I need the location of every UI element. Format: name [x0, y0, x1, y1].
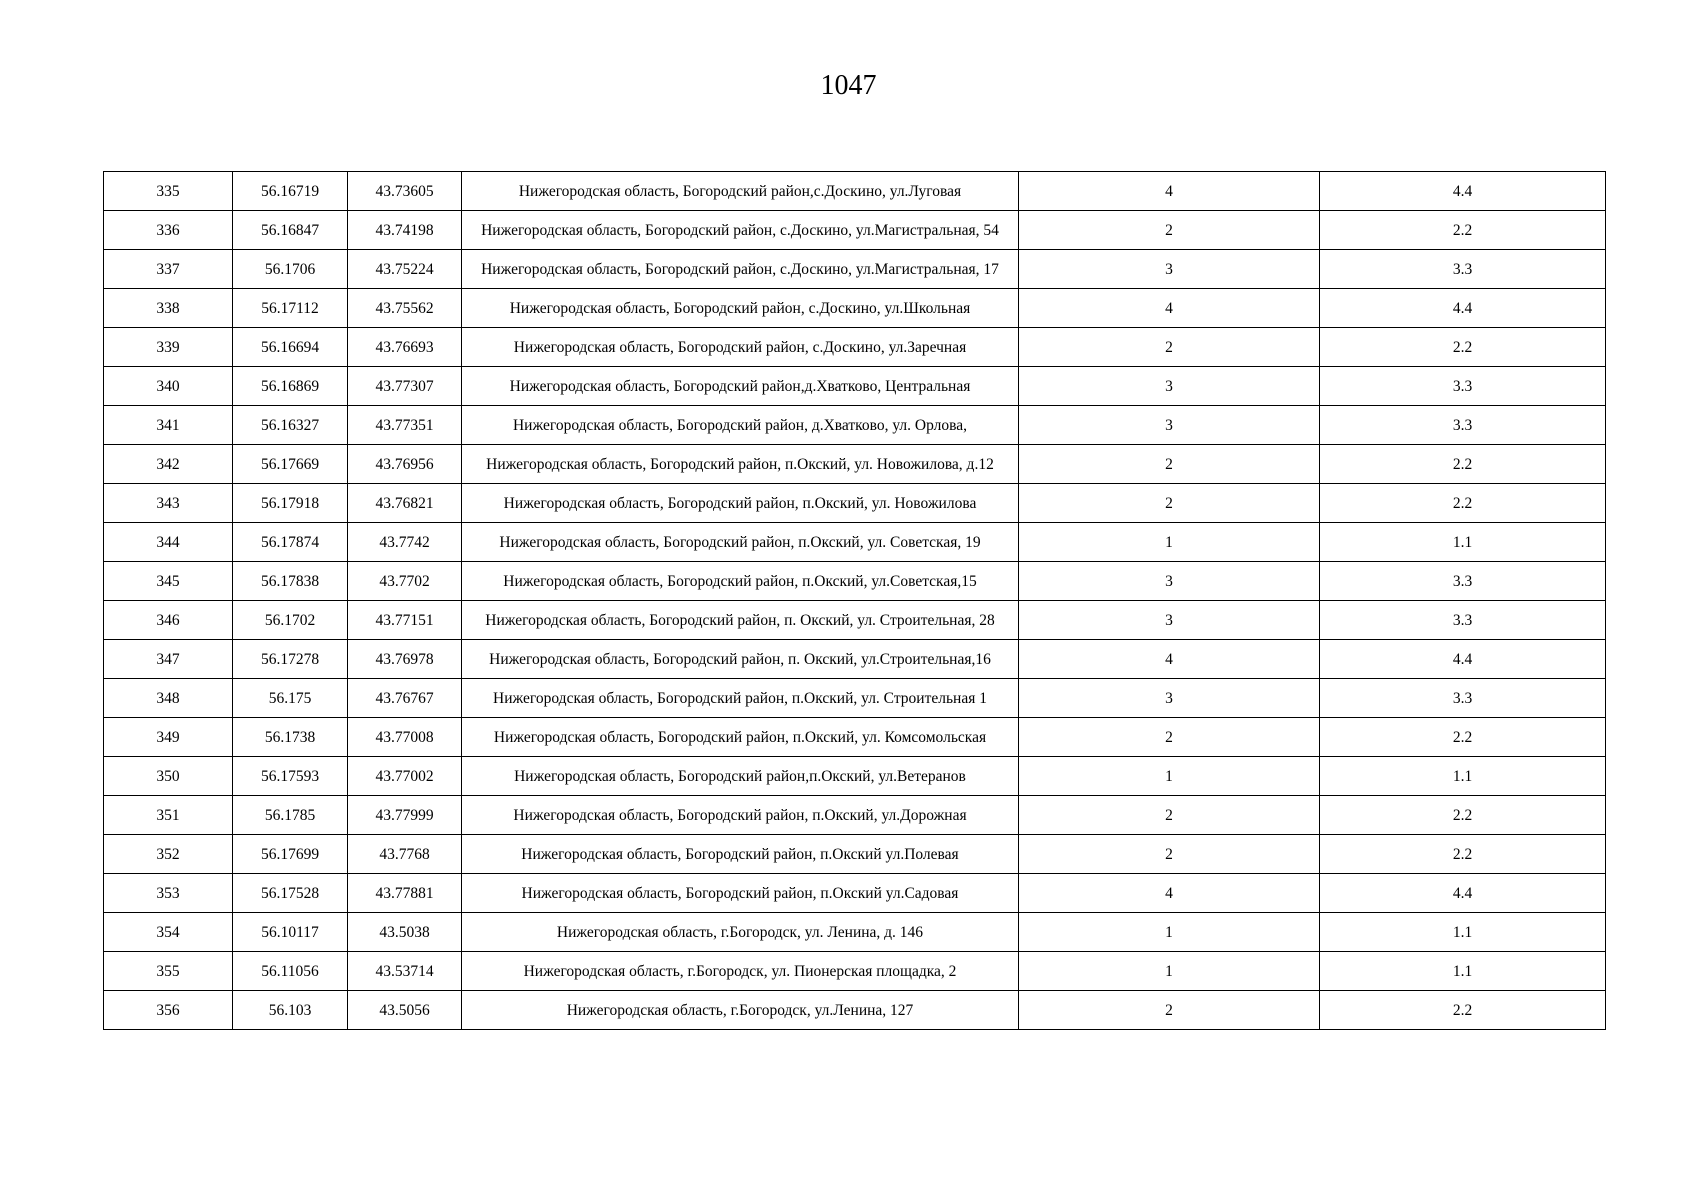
- value-cell: 4.4: [1320, 640, 1606, 679]
- address-cell: Нижегородская область, Богородский район, п.Окский, ул. Советская, 19: [462, 523, 1019, 562]
- longitude-cell: 43.53714: [348, 952, 462, 991]
- value-cell: 3.3: [1320, 406, 1606, 445]
- count-cell: 3: [1019, 601, 1320, 640]
- latitude-cell: 56.16694: [233, 328, 348, 367]
- data-table: [103, 171, 1606, 1030]
- count-cell: 2: [1019, 484, 1320, 523]
- latitude-cell: 56.17838: [233, 562, 348, 601]
- value-cell: 2.2: [1320, 484, 1606, 523]
- address-cell: Нижегородская область, Богородский район, п.Окский, ул. Комсомольская: [462, 718, 1019, 757]
- value-cell: 2.2: [1320, 328, 1606, 367]
- row-number-cell: 341: [104, 406, 233, 445]
- count-cell: 2: [1019, 718, 1320, 757]
- table-row: [104, 250, 1606, 289]
- latitude-cell: 56.17528: [233, 874, 348, 913]
- longitude-cell: 43.5038: [348, 913, 462, 952]
- table-body: [104, 172, 1606, 1030]
- row-number-cell: 346: [104, 601, 233, 640]
- longitude-cell: 43.73605: [348, 172, 462, 211]
- latitude-cell: 56.16327: [233, 406, 348, 445]
- count-cell: 4: [1019, 289, 1320, 328]
- value-cell: 2.2: [1320, 991, 1606, 1030]
- table-row: [104, 835, 1606, 874]
- count-cell: 4: [1019, 640, 1320, 679]
- address-cell: Нижегородская область, Богородский район, п.Окский ул.Полевая: [462, 835, 1019, 874]
- count-cell: 3: [1019, 562, 1320, 601]
- latitude-cell: 56.16719: [233, 172, 348, 211]
- address-cell: Нижегородская область, Богородский район, п.Окский ул.Садовая: [462, 874, 1019, 913]
- address-cell: Нижегородская область, Богородский район, с.Доскино, ул.Магистральная, 54: [462, 211, 1019, 250]
- table-row: [104, 328, 1606, 367]
- count-cell: 1: [1019, 952, 1320, 991]
- value-cell: 2.2: [1320, 718, 1606, 757]
- table-row: [104, 796, 1606, 835]
- row-number-cell: 349: [104, 718, 233, 757]
- address-cell: Нижегородская область, Богородский район, п. Окский, ул. Строительная, 28: [462, 601, 1019, 640]
- latitude-cell: 56.1706: [233, 250, 348, 289]
- address-cell: Нижегородская область, Богородский район,п.Окский, ул.Ветеранов: [462, 757, 1019, 796]
- count-cell: 1: [1019, 523, 1320, 562]
- address-cell: Нижегородская область, г.Богородск, ул. Ленина, д. 146: [462, 913, 1019, 952]
- value-cell: 1.1: [1320, 913, 1606, 952]
- longitude-cell: 43.74198: [348, 211, 462, 250]
- row-number-cell: 353: [104, 874, 233, 913]
- value-cell: 2.2: [1320, 796, 1606, 835]
- row-number-cell: 347: [104, 640, 233, 679]
- table-row: [104, 484, 1606, 523]
- value-cell: 2.2: [1320, 211, 1606, 250]
- address-cell: Нижегородская область, Богородский район, п.Окский, ул.Дорожная: [462, 796, 1019, 835]
- longitude-cell: 43.7702: [348, 562, 462, 601]
- row-number-cell: 342: [104, 445, 233, 484]
- value-cell: 4.4: [1320, 172, 1606, 211]
- value-cell: 2.2: [1320, 445, 1606, 484]
- address-cell: Нижегородская область, Богородский район, п.Окский, ул. Строительная 1: [462, 679, 1019, 718]
- latitude-cell: 56.1702: [233, 601, 348, 640]
- longitude-cell: 43.5056: [348, 991, 462, 1030]
- table-row: [104, 601, 1606, 640]
- row-number-cell: 350: [104, 757, 233, 796]
- longitude-cell: 43.7768: [348, 835, 462, 874]
- address-cell: Нижегородская область, Богородский район, с.Доскино, ул.Магистральная, 17: [462, 250, 1019, 289]
- longitude-cell: 43.77002: [348, 757, 462, 796]
- row-number-cell: 339: [104, 328, 233, 367]
- table-row: [104, 211, 1606, 250]
- table-row: [104, 562, 1606, 601]
- row-number-cell: 348: [104, 679, 233, 718]
- count-cell: 2: [1019, 445, 1320, 484]
- table-row: [104, 406, 1606, 445]
- longitude-cell: 43.77999: [348, 796, 462, 835]
- count-cell: 3: [1019, 250, 1320, 289]
- table-row: [104, 640, 1606, 679]
- latitude-cell: 56.10117: [233, 913, 348, 952]
- table-row: [104, 445, 1606, 484]
- row-number-cell: 354: [104, 913, 233, 952]
- count-cell: 2: [1019, 211, 1320, 250]
- value-cell: 4.4: [1320, 874, 1606, 913]
- table-row: [104, 289, 1606, 328]
- address-cell: Нижегородская область, Богородский район, с.Доскино, ул.Школьная: [462, 289, 1019, 328]
- table-row: [104, 991, 1606, 1030]
- longitude-cell: 43.77351: [348, 406, 462, 445]
- latitude-cell: 56.17112: [233, 289, 348, 328]
- latitude-cell: 56.17699: [233, 835, 348, 874]
- count-cell: 2: [1019, 796, 1320, 835]
- table-row: [104, 952, 1606, 991]
- row-number-cell: 345: [104, 562, 233, 601]
- table-row: [104, 523, 1606, 562]
- latitude-cell: 56.17918: [233, 484, 348, 523]
- table-row: [104, 913, 1606, 952]
- address-cell: Нижегородская область, г.Богородск, ул.Ленина, 127: [462, 991, 1019, 1030]
- table-row: [104, 679, 1606, 718]
- row-number-cell: 351: [104, 796, 233, 835]
- count-cell: 1: [1019, 913, 1320, 952]
- value-cell: 3.3: [1320, 562, 1606, 601]
- row-number-cell: 340: [104, 367, 233, 406]
- table-row: [104, 172, 1606, 211]
- address-cell: Нижегородская область, Богородский район, п.Окский, ул. Новожилова: [462, 484, 1019, 523]
- row-number-cell: 355: [104, 952, 233, 991]
- latitude-cell: 56.11056: [233, 952, 348, 991]
- address-cell: Нижегородская область, Богородский район, д.Хватково, ул. Орлова,: [462, 406, 1019, 445]
- longitude-cell: 43.75224: [348, 250, 462, 289]
- longitude-cell: 43.76693: [348, 328, 462, 367]
- longitude-cell: 43.75562: [348, 289, 462, 328]
- count-cell: 3: [1019, 367, 1320, 406]
- longitude-cell: 43.77008: [348, 718, 462, 757]
- latitude-cell: 56.16847: [233, 211, 348, 250]
- count-cell: 4: [1019, 874, 1320, 913]
- latitude-cell: 56.175: [233, 679, 348, 718]
- row-number-cell: 352: [104, 835, 233, 874]
- value-cell: 3.3: [1320, 679, 1606, 718]
- longitude-cell: 43.77307: [348, 367, 462, 406]
- latitude-cell: 56.17593: [233, 757, 348, 796]
- address-cell: Нижегородская область, Богородский район,д.Хватково, Центральная: [462, 367, 1019, 406]
- row-number-cell: 337: [104, 250, 233, 289]
- page-number: 1047: [820, 70, 877, 101]
- table-row: [104, 367, 1606, 406]
- latitude-cell: 56.1738: [233, 718, 348, 757]
- count-cell: 3: [1019, 679, 1320, 718]
- address-cell: Нижегородская область, г.Богородск, ул. Пионерская площадка, 2: [462, 952, 1019, 991]
- table-row: [104, 757, 1606, 796]
- row-number-cell: 338: [104, 289, 233, 328]
- table-row: [104, 874, 1606, 913]
- row-number-cell: 344: [104, 523, 233, 562]
- count-cell: 1: [1019, 757, 1320, 796]
- row-number-cell: 343: [104, 484, 233, 523]
- longitude-cell: 43.76821: [348, 484, 462, 523]
- count-cell: 3: [1019, 406, 1320, 445]
- count-cell: 4: [1019, 172, 1320, 211]
- longitude-cell: 43.76978: [348, 640, 462, 679]
- value-cell: 1.1: [1320, 952, 1606, 991]
- address-cell: Нижегородская область, Богородский район,с.Доскино, ул.Луговая: [462, 172, 1019, 211]
- latitude-cell: 56.103: [233, 991, 348, 1030]
- value-cell: 3.3: [1320, 367, 1606, 406]
- value-cell: 2.2: [1320, 835, 1606, 874]
- value-cell: 1.1: [1320, 757, 1606, 796]
- latitude-cell: 56.17278: [233, 640, 348, 679]
- longitude-cell: 43.76767: [348, 679, 462, 718]
- value-cell: 1.1: [1320, 523, 1606, 562]
- address-cell: Нижегородская область, Богородский район, с.Доскино, ул.Заречная: [462, 328, 1019, 367]
- value-cell: 3.3: [1320, 601, 1606, 640]
- latitude-cell: 56.17669: [233, 445, 348, 484]
- longitude-cell: 43.7742: [348, 523, 462, 562]
- count-cell: 2: [1019, 328, 1320, 367]
- count-cell: 2: [1019, 835, 1320, 874]
- latitude-cell: 56.17874: [233, 523, 348, 562]
- address-cell: Нижегородская область, Богородский район, п. Окский, ул.Строительная,16: [462, 640, 1019, 679]
- row-number-cell: 336: [104, 211, 233, 250]
- count-cell: 2: [1019, 991, 1320, 1030]
- table-row: [104, 718, 1606, 757]
- row-number-cell: 356: [104, 991, 233, 1030]
- latitude-cell: 56.1785: [233, 796, 348, 835]
- address-cell: Нижегородская область, Богородский район, п.Окский, ул. Новожилова, д.12: [462, 445, 1019, 484]
- row-number-cell: 335: [104, 172, 233, 211]
- value-cell: 3.3: [1320, 250, 1606, 289]
- longitude-cell: 43.76956: [348, 445, 462, 484]
- longitude-cell: 43.77151: [348, 601, 462, 640]
- value-cell: 4.4: [1320, 289, 1606, 328]
- latitude-cell: 56.16869: [233, 367, 348, 406]
- longitude-cell: 43.77881: [348, 874, 462, 913]
- address-cell: Нижегородская область, Богородский район, п.Окский, ул.Советская,15: [462, 562, 1019, 601]
